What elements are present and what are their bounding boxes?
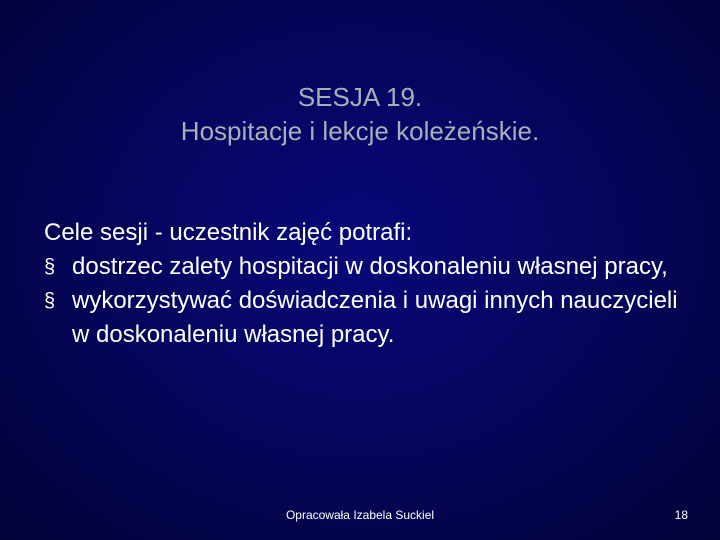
intro-text: Cele sesji - uczestnik zajęć potrafi:: [44, 219, 413, 246]
bullet-item: [44, 250, 684, 284]
section-sign-icon: §: [44, 256, 56, 278]
section-sign-icon: §: [44, 290, 56, 312]
title-line-session: SESJA 19.: [297, 82, 423, 112]
slide-body: [44, 216, 684, 352]
slide-title: [0, 80, 720, 148]
page-number: 18: [674, 508, 688, 522]
bullet-list: [44, 250, 684, 352]
footer-author: Opracowała Izabela Suckiel: [285, 508, 435, 522]
title-line-topic: Hospitacje i lekcje koleżeńskie.: [180, 116, 540, 146]
slide-footer: [0, 508, 720, 528]
bullet-text: wykorzystywać doświadczenia i uwagi innych nauczycieli w doskonaleniu własnej pracy.: [72, 287, 678, 348]
bullet-item: [44, 284, 684, 352]
bullet-text: dostrzec zalety hospitacji w doskonaleniu własnej pracy,: [72, 253, 668, 280]
